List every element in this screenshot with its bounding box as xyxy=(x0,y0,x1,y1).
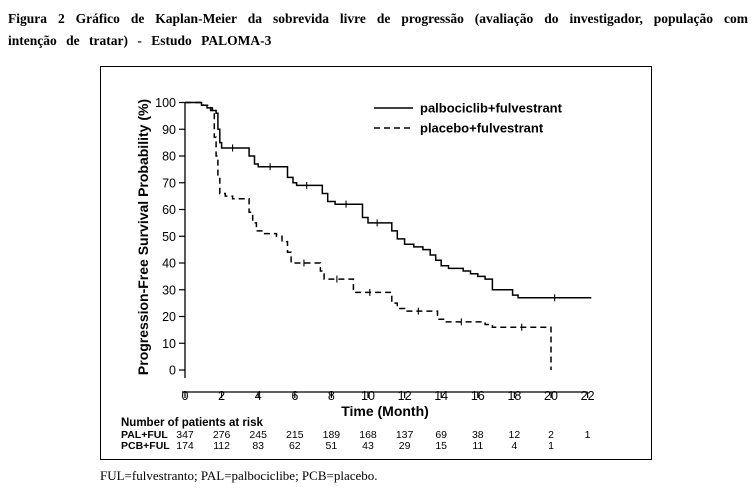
risk-cell: 276 xyxy=(212,429,231,441)
risk-cell: 69 xyxy=(435,429,448,441)
risk-cell: 29 xyxy=(398,440,411,452)
x-tick-label: 18 xyxy=(507,389,522,403)
risk-cell: 83 xyxy=(252,440,265,452)
x-tick-label: 6 xyxy=(291,389,299,403)
x-tick-label: 16 xyxy=(470,389,485,403)
y-tick-label: 50 xyxy=(162,229,176,244)
risk-cell: 1 xyxy=(584,429,591,441)
risk-table xyxy=(121,417,591,452)
x-tick-label: 20 xyxy=(544,389,558,403)
risk-cell: 12 xyxy=(508,429,521,441)
legend-label-1: placebo+fulvestrant xyxy=(420,120,544,136)
risk-cell: 4 xyxy=(511,440,518,452)
series-line-1 xyxy=(185,103,551,371)
risk-cell: 137 xyxy=(395,429,414,441)
y-tick-label: 80 xyxy=(162,149,176,164)
legend-label-0: palbociclib+fulvestrant xyxy=(420,100,562,116)
y-tick-label: 70 xyxy=(162,176,176,191)
y-tick-label: 30 xyxy=(162,283,176,298)
y-tick-label: 90 xyxy=(162,122,176,137)
risk-table-title: Number of patients at risk xyxy=(121,417,263,429)
risk-row-label: PAL+FUL xyxy=(121,429,168,441)
risk-cell: 38 xyxy=(471,429,484,441)
risk-cell: 245 xyxy=(249,429,267,441)
chart-axes xyxy=(182,100,588,393)
y-axis-ticks xyxy=(155,96,185,378)
survival-curves xyxy=(185,100,591,371)
figure-caption: Figura 2 Gráfico de Kaplan-Meier da sobrevida livre de progressão (avaliação do investigador, população com intenção de tratar) - Estudo PALOMA-3 xyxy=(8,11,748,48)
y-tick-label: 100 xyxy=(155,96,176,110)
x-axis-ticks xyxy=(182,389,595,403)
risk-cell: 347 xyxy=(176,429,194,441)
x-tick-label: 14 xyxy=(434,389,449,403)
risk-cell: 51 xyxy=(325,440,338,452)
x-tick-label: 0 xyxy=(181,389,189,403)
x-axis-label: Time (Month) xyxy=(341,403,429,419)
x-tick-label: 12 xyxy=(397,389,412,403)
footnote: FUL=fulvestranto; PAL=palbociclibe; PCB=placebo. xyxy=(100,468,378,483)
x-tick-label: 10 xyxy=(361,389,375,403)
y-axis-label: Progression-Free Survival Probability (%) xyxy=(135,98,151,376)
risk-cell: 1 xyxy=(548,440,554,452)
risk-cell: 174 xyxy=(176,440,194,452)
risk-cell: 215 xyxy=(286,429,304,441)
x-tick-label: 2 xyxy=(218,389,226,403)
x-tick-label: 22 xyxy=(580,389,595,403)
risk-cell: 15 xyxy=(435,440,448,452)
y-tick-label: 0 xyxy=(169,363,176,378)
risk-cell: 43 xyxy=(362,440,374,452)
legend xyxy=(374,101,563,136)
y-tick-label: 40 xyxy=(162,256,176,271)
x-tick-label: 4 xyxy=(254,389,262,403)
risk-row-label: PCB+FUL xyxy=(121,440,170,452)
y-tick-label: 20 xyxy=(162,310,176,324)
x-tick-label: 8 xyxy=(327,389,335,403)
risk-cell: 62 xyxy=(288,440,301,452)
y-tick-label: 60 xyxy=(162,203,176,217)
risk-cell: 189 xyxy=(322,429,341,441)
risk-cell: 11 xyxy=(472,440,484,452)
y-tick-label: 10 xyxy=(162,336,176,351)
risk-cell: 168 xyxy=(359,429,377,441)
risk-cell: 112 xyxy=(213,440,230,452)
risk-cell: 2 xyxy=(548,429,554,441)
